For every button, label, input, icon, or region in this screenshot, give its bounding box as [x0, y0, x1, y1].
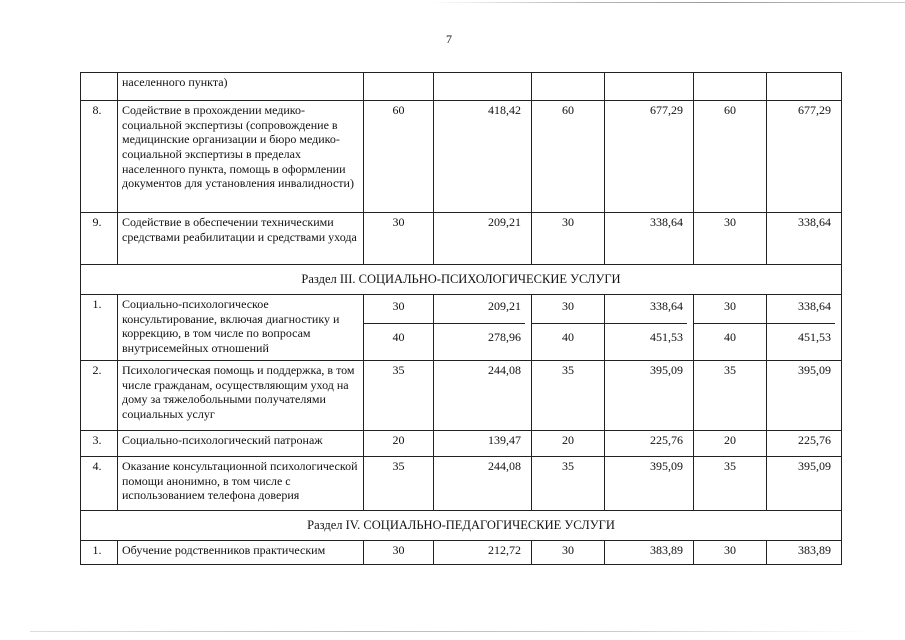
value-cell: 383,89 — [767, 541, 842, 565]
scan-artifact-top — [430, 2, 905, 3]
value-cell: 677,29 — [605, 101, 694, 213]
value-tier-2: 40 — [364, 323, 433, 350]
value-tier-1: 30 — [392, 299, 405, 313]
value-cell — [767, 295, 842, 361]
service-description-cell: Социально-психологический патронаж — [118, 431, 364, 457]
value-cell: 225,76 — [605, 431, 694, 457]
section-title: Раздел IV. СОЦИАЛЬНО-ПЕДАГОГИЧЕСКИЕ УСЛУГИ — [81, 511, 842, 541]
table-row — [81, 101, 842, 213]
value-tier-2: 451,53 — [605, 323, 687, 350]
value-cell: 383,89 — [605, 541, 694, 565]
value-cell: 30 — [364, 213, 434, 265]
service-description-cell: Обучение родственников практическим — [118, 541, 364, 565]
value-cell — [532, 295, 605, 361]
value-cell: 60 — [364, 101, 434, 213]
value-cell: 139,47 — [434, 431, 532, 457]
section-title: Раздел III. СОЦИАЛЬНО-ПСИХОЛОГИЧЕСКИЕ УСЛУГИ — [81, 265, 842, 295]
value-tier-1: 338,64 — [650, 299, 683, 313]
table-row — [81, 431, 842, 457]
section-header-row — [81, 511, 842, 541]
row-number-cell: 1. — [81, 541, 118, 565]
table-row — [81, 457, 842, 511]
value-cell: 20 — [694, 431, 767, 457]
scan-artifact-bottom — [30, 631, 870, 632]
value-tier-2: 451,53 — [767, 323, 835, 350]
value-cell — [434, 295, 532, 361]
value-tier-2: 40 — [532, 323, 604, 350]
service-description-cell: Психологическая помощь и поддержка, в том числе гражданам, осуществляющим уход на дому за тяжелобольными получателями социальных услуг — [118, 361, 364, 431]
table-row — [81, 73, 842, 101]
value-cell: 20 — [364, 431, 434, 457]
section-header-row — [81, 265, 842, 295]
value-cell: 418,42 — [434, 101, 532, 213]
value-cell: 244,08 — [434, 361, 532, 431]
service-description-cell: Содействие в обеспечении техническими средствами реабилитации и средствами ухода — [118, 213, 364, 265]
value-cell — [364, 295, 434, 361]
row-number-cell: 4. — [81, 457, 118, 511]
value-cell: 395,09 — [605, 361, 694, 431]
value-cell — [694, 295, 767, 361]
value-cell — [694, 73, 767, 101]
value-cell: 395,09 — [767, 361, 842, 431]
value-tier-2: 278,96 — [434, 323, 525, 350]
service-description-cell: Содействие в прохождении медико-социальной экспертизы (сопровождение в медицинские организации и бюро медико-социальной экспертизы в пределах населенного пункта, помощь в оформлении документов для установления инвалидности) — [118, 101, 364, 213]
table-row — [81, 295, 842, 361]
service-description-cell: Оказание консультационной психологической помощи анонимно, в том числе с использованием телефона доверия — [118, 457, 364, 511]
value-cell: 212,72 — [434, 541, 532, 565]
value-tier-1: 30 — [724, 299, 736, 313]
value-cell — [434, 73, 532, 101]
value-cell: 225,76 — [767, 431, 842, 457]
value-cell: 30 — [532, 213, 605, 265]
value-cell: 338,64 — [605, 213, 694, 265]
value-cell: 20 — [532, 431, 605, 457]
value-cell: 395,09 — [605, 457, 694, 511]
value-cell — [767, 73, 842, 101]
value-cell — [605, 73, 694, 101]
value-cell: 35 — [694, 361, 767, 431]
row-number-cell — [81, 73, 118, 101]
value-tier-1: 338,64 — [798, 299, 831, 313]
table-row — [81, 541, 842, 565]
page-number: 7 — [446, 32, 452, 46]
row-number-cell: 1. — [81, 295, 118, 361]
value-cell: 60 — [694, 101, 767, 213]
service-description-cell: населенного пункта) — [118, 73, 364, 101]
value-cell: 30 — [694, 213, 767, 265]
value-cell — [605, 295, 694, 361]
row-number-cell: 3. — [81, 431, 118, 457]
value-cell: 338,64 — [767, 213, 842, 265]
value-cell: 30 — [364, 541, 434, 565]
row-number-cell: 8. — [81, 101, 118, 213]
value-cell: 244,08 — [434, 457, 532, 511]
value-cell — [364, 73, 434, 101]
value-cell: 35 — [532, 457, 605, 511]
row-number-cell: 2. — [81, 361, 118, 431]
value-cell: 35 — [532, 361, 605, 431]
value-cell: 30 — [694, 541, 767, 565]
value-cell: 209,21 — [434, 213, 532, 265]
value-cell: 35 — [364, 457, 434, 511]
row-number-cell: 9. — [81, 213, 118, 265]
value-cell: 35 — [364, 361, 434, 431]
table-row — [81, 213, 842, 265]
value-cell: 30 — [532, 541, 605, 565]
value-tier-2: 40 — [694, 323, 766, 350]
value-cell: 395,09 — [767, 457, 842, 511]
service-description-cell: Социально-психологическое консультирование, включая диагностику и коррекцию, в том числе по вопросам внутрисемейных отношений — [118, 295, 364, 361]
value-cell: 677,29 — [767, 101, 842, 213]
table-row — [81, 361, 842, 431]
value-cell: 35 — [694, 457, 767, 511]
value-cell: 60 — [532, 101, 605, 213]
value-tier-1: 30 — [562, 299, 574, 313]
value-tier-1: 209,21 — [488, 299, 521, 313]
services-tariff-table — [80, 72, 842, 565]
value-cell — [532, 73, 605, 101]
